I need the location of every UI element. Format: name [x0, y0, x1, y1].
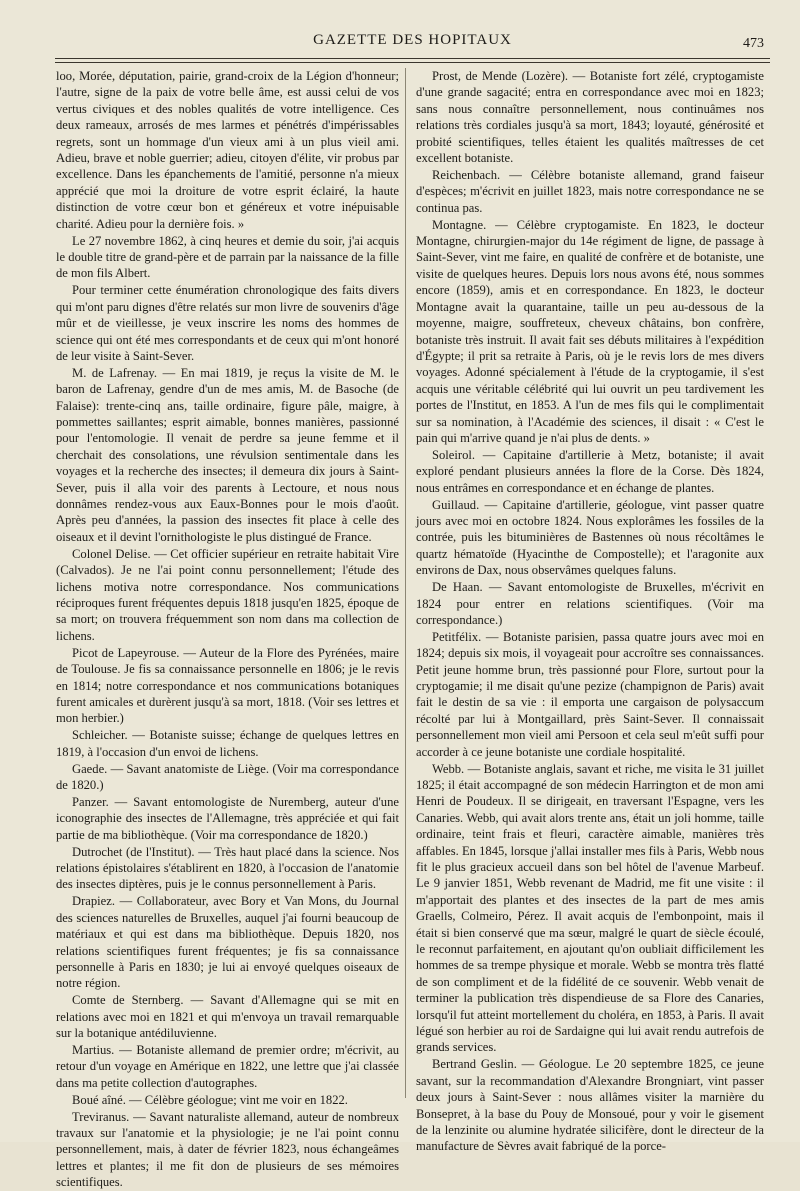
header-rule-thin — [55, 62, 770, 63]
paragraph: Boué aîné. — Célèbre géologue; vint me voir en 1822. — [72, 1092, 348, 1107]
page-header — [55, 28, 770, 60]
paragraph: Bertrand Geslin. — Géologue. Le 20 septembre 1825, ce jeune savant, sur la recommandation d'Alexandre Brongniart, vint passer deux jours à Saint-Sever : nous allâmes visiter la marnière du Bonsepret, à la base du Pouy de Monsoué, pour y voir le gisement de la lenzinite ou alumine hydratée silicifère, dont le directeur de la manufacture de Sèvres avait fabriqué de la porce- — [416, 1057, 764, 1154]
paragraph: Pour terminer cette énumération chronologique des faits divers qui m'ont paru dignes d'être relatés sur mon livre de souvenirs d'âge mûr et de vieillesse, je veux inscrire les noms des hommes de science qui ont été mes correspondants et de ceux qui m'ont honoré de leur visite à Saint-Sever. — [56, 283, 399, 363]
page-number: 473 — [743, 36, 764, 51]
paragraph: Webb. — Botaniste anglais, savant et riche, me visita le 31 juillet 1825; il était accompagné de son médecin Harrington et de mon ami Henri de Poudeux. Il se dirigeait, en traversant l'Espagne, vers les Canaries. Webb, qui avait alors trente ans, était un joli homme, taille ordinaire, teint frais et fleuri, caractère aimable, manières très affables. En 1845, lorsque j'allai installer mes fils à Paris, Webb nous fit le plus gracieux accueil dans son bel hôtel de l'avenue Marbeuf. Le 9 janvier 1851, Webb revenant de Madrid, me fit une visite : il m'apportait des plantes et des insectes de la part de mes amis Graells, Colmeiro, Pérez. Il avait acquis de l'embonpoint, mais il était si bien conservé que ma sœur, malgré le quart de siècle écoulé, le reconnut parfaitement, en ajoutant qu'on oubliait difficilement les hommes de sa trempe physique et morale. Webb se montra très flatté de son compliment et de la fidélité de ce souvenir. Webb venait de terminer la publication très dispendieuse de sa Flore des Canaries, lorsqu'il fut atteint mortellement du choléra, en 1853, à Paris. Il avait légué son herbier au roi de Sardaigne qui lui avait rendu autrefois de grands services. — [416, 761, 764, 1055]
right-column — [416, 68, 764, 1155]
paragraph: loo, Morée, députation, pairie, grand-croix de la Légion d'honneur; l'autre, signe de la paix de votre belle âme, est aussi celui de vos vertus civiques et des nobles qualités de votre intelligence. Ces deux rameaux, arrosés de mes larmes et pénétrés d'impérissables regrets, sont un hommage d'un vieux ami à un plus vieil ami. Adieu, brave et noble guerrier; adieu, citoyen d'élite, vir probus par excellence. Dans les épanchements de l'amitié, personne n'a mieux apprécié que moi la droiture de votre esprit éclairé, la haute distinction de votre cœur bon et généreux et votre inépuisable charité. Adieu pour la dernière fois. » — [56, 69, 399, 231]
header-rule — [55, 58, 770, 59]
paragraph: Comte de Sternberg. — Savant d'Allemagne qui se mit en relations avec moi en 1821 et qui m'envoya un travail remarquable sur la botanique antédiluvienne. — [56, 993, 399, 1041]
paragraph: Montagne. — Célèbre cryptogamiste. En 1823, le docteur Montagne, chirurgien-major du 14e régiment de ligne, de passage à Saint-Sever, vint me faire, en qualité de confrère et de botaniste, une visite de quelques heures. Depuis lors nous avons été, nous sommes encore (1859), amis et en correspondance. En 1823, le docteur Montagne avait la quarantaine, taille un peu au-dessous de la moyenne, maigre, souffreteux, cheveux châtains, bon confrère, botaniste très instruit. Il avait fait ses débuts militaires à l'expédition d'Égypte; il prit sa retraite à Paris, où je le revis lors de mes divers voyages. Adonné spécialement à l'étude de la cryptogamie, il s'est acquis une véritable célébrité qui lui ouvrit un peu tardivement les portes de l'Institut, en 1853. A l'un de mes fils qui le complimentait sur sa nomination, à l'Académie des sciences, il disait : « C'est le pain qui m'arrive quand je n'ai plus de dents. » — [416, 217, 764, 445]
paragraph: M. de Lafrenay. — En mai 1819, je reçus la visite de M. le baron de Lafrenay, gendre d'un de mes amis, M. de Basoche (de Falaise): trente-cinq ans, taille ordinaire, figure pâle, maigre, à pommettes saillantes; esprit aimable, bonnes manières, passionné pour l'entomologie. Il venait de perdre sa jeune femme et il cherchait des consolations, une révulsion sentimentale dans les voyages et la recherche des insectes; il demeura dix jours à Saint-Sever, puis il alla voir des parents à Lectoure, et nous nous donnâmes rendez-vous aux Eaux-Bonnes pour le mois d'août. Après peu d'années, la passion des insectes fit place à celle des oiseaux et il devint l'ornithologiste le plus distingué de France. — [56, 365, 399, 544]
paragraph: Prost, de Mende (Lozère). — Botaniste fort zélé, cryptogamiste d'une grande sagacité; entra en correspondance avec moi en 1823; sans nous connaître personnellement, nous continuâmes nos relations très cordiales jusqu'à sa mort, 1843; loyauté, générosité et probité scientifiques, telles étaient les qualités maîtresses de cet excellent botaniste. — [416, 69, 764, 166]
paragraph: Reichenbach. — Célèbre botaniste allemand, grand faiseur d'espèces; m'écrivit en juillet 1823, mais notre correspondance ne se continua pas. — [416, 167, 764, 215]
paragraph: Dutrochet (de l'Institut). — Très haut placé dans la science. Nos relations épistolaires s'établirent en 1820, à l'occasion de l'anatomie des insectes diptères, puis je le connus personnellement à Paris. — [56, 844, 399, 892]
paragraph: Picot de Lapeyrouse. — Auteur de la Flore des Pyrénées, maire de Toulouse. Je fis sa connaissance personnelle en 1806; je le revis en 1814; notre correspondance et nos communications botaniques furent amicales et durèrent jusqu'à sa mort, 1818. (Voir ses lettres et mon herbier.) — [56, 645, 399, 726]
paragraph: Guillaud. — Capitaine d'artillerie, géologue, vint passer quatre jours avec moi en octobre 1824. Nous explorâmes les fossiles de la contrée, puis les bituminières de Bastennes où nous récoltâmes le quartz hématoïde (Hyacinthe de Compostelle); et l'aragonite aux environs de Dax, nous observâmes quelques faluns. — [416, 497, 764, 578]
paragraph: Gaede. — Savant anatomiste de Liège. (Voir ma correspondance de 1820.) — [56, 761, 399, 792]
paragraph: Panzer. — Savant entomologiste de Nuremberg, auteur d'une iconographie des insectes de l'Allemagne, très appréciée et qui fait partie de ma bibliothèque. (Voir ma correspondance de 1820.) — [56, 794, 399, 842]
paragraph: Petitfélix. — Botaniste parisien, passa quatre jours avec moi en 1824; depuis six mois, il voyageait pour accroître ses connaissances. Petit jeune homme brun, très passionné pour Flore, surtout pour la cryptogamie; il me disait qu'une pezize (champignon de Paris) avait fait le destin de sa vie : il emporta une cargaison de polysaccum récolté par lui à Montgaillard, près Saint-Sever. Il connaissait personnellement mon vieil ami Persoon et cela seul m'eût suffi pour accorder à ce jeune botaniste une cordiale hospitalité. — [416, 629, 764, 759]
paragraph: Treviranus. — Savant naturaliste allemand, auteur de nombreux travaux sur l'anatomie et la physiologie; je ne l'ai point connu personnellement, mais, à dater de février 1823, nous échangeâmes lettres et plantes; il me fit don de plusieurs de ses mémoires scientifiques. — [56, 1109, 399, 1190]
paragraph: Le 27 novembre 1862, à cinq heures et demie du soir, j'ai acquis le double titre de grand-père et de parrain par la naissance de la fille de mon fils Albert. — [56, 233, 399, 281]
publication-title: GAZETTE DES HOPITAUX — [313, 32, 512, 48]
paragraph: Schleicher. — Botaniste suisse; échange de quelques lettres en 1819, à l'occasion d'un envoi de lichens. — [56, 728, 399, 759]
paragraph: Drapiez. — Collaborateur, avec Bory et Van Mons, du Journal des sciences naturelles de Bruxelles, auquel j'ai fourni beaucoup de matériaux et qui est dans ma bibliothèque. Depuis 1820, nos relations scientifiques furent fréquentes; je fis sa connaissance personnelle à Paris en 1830; je lui ai envoyé quelques oiseaux de notre région. — [56, 894, 399, 991]
paragraph: Colonel Delise. — Cet officier supérieur en retraite habitait Vire (Calvados). Je ne l'ai point connu personnellement; l'étude des lichens motiva notre correspondance. Nos communications réciproques furent fréquentes depuis 1818 jusqu'en 1825, époque de sa mort; on trouvera fréquemment son nom dans ma collection de lichens. — [56, 546, 399, 643]
left-column — [56, 68, 399, 1191]
column-divider — [405, 68, 406, 1098]
paragraph: De Haan. — Savant entomologiste de Bruxelles, m'écrivit en 1824 pour entrer en relations scientifiques. (Voir ma correspondance.) — [416, 580, 764, 627]
paragraph: Martius. — Botaniste allemand de premier ordre; m'écrivit, au retour d'un voyage en Amérique en 1822, une lettre que j'ai classée dans ma petite collection d'autographes. — [56, 1042, 399, 1090]
paragraph: Soleirol. — Capitaine d'artillerie à Metz, botaniste; il avait exploré pendant plusieurs années la flore de la Corse. Dès 1824, nous entrâmes en correspondance et en échange de plantes. — [416, 447, 764, 495]
